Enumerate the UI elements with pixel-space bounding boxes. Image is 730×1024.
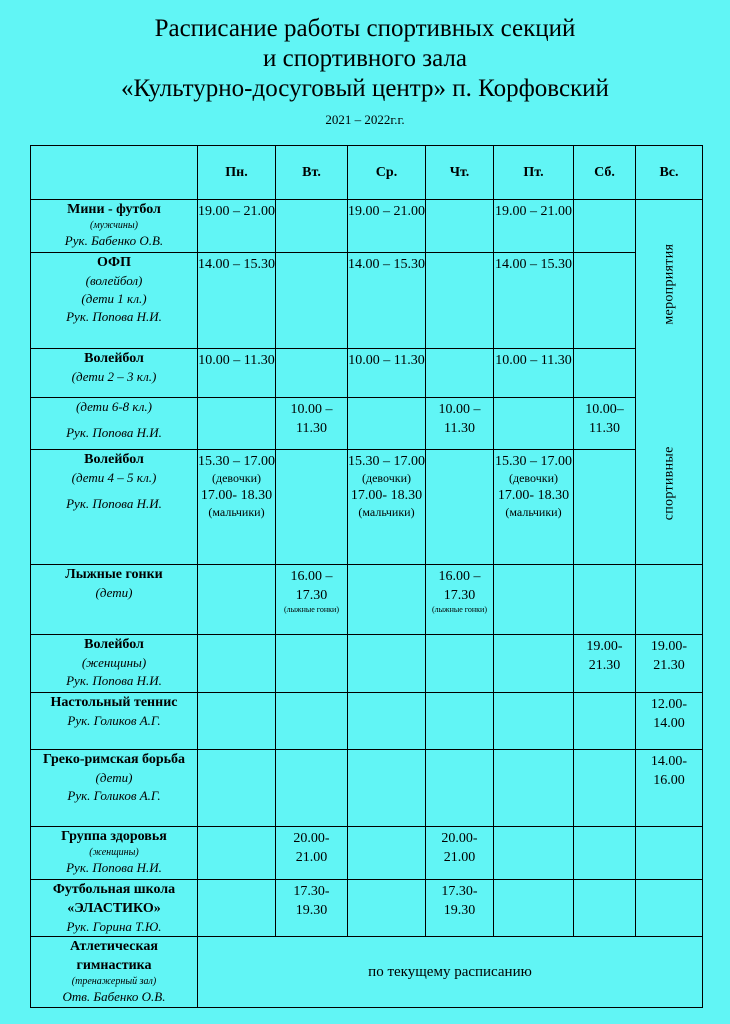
section-leader: Рук. Голиков А.Г. (67, 788, 161, 803)
empty-cell (574, 349, 636, 398)
section-wrestling (31, 750, 198, 827)
empty-cell (348, 827, 426, 880)
empty-cell (636, 565, 703, 635)
time-value: 17.00- 18.30 (200, 488, 273, 503)
time-cell (494, 349, 574, 398)
empty-cell (574, 450, 636, 565)
time-cell (426, 880, 494, 937)
empty-cell (348, 635, 426, 693)
time-value: 19.00 – 21.00 (198, 204, 275, 219)
time-cell (574, 635, 636, 693)
section-leader: Отв. Бабенко О.В. (62, 989, 166, 1004)
table-row (31, 635, 703, 693)
sunday-events-text: спортивные мероприятия (661, 243, 677, 521)
section-name: Волейбол (84, 452, 144, 467)
time-cell (276, 565, 348, 635)
time-value: 19.00 – 21.00 (348, 204, 425, 219)
time-cell (636, 693, 703, 750)
time-value: 10.00 – 11.30 (438, 402, 481, 436)
empty-cell (494, 635, 574, 693)
section-group: (женщины) (89, 847, 139, 858)
empty-cell (494, 880, 574, 937)
day-mon: Пн. (198, 146, 276, 200)
section-leader: Рук. Попова Н.И. (66, 673, 162, 688)
section-group: (мужчины) (90, 220, 138, 231)
empty-cell (348, 398, 426, 450)
empty-cell (348, 565, 426, 635)
section-volleyball-6-8 (31, 398, 198, 450)
empty-cell (426, 450, 494, 565)
time-value: 20.00- 21.00 (293, 831, 330, 865)
empty-cell (276, 693, 348, 750)
time-value: 19.00- 21.30 (650, 639, 688, 673)
time-cell (574, 398, 636, 450)
empty-cell (574, 693, 636, 750)
section-leader: Рук. Бабенко О.В. (64, 233, 164, 248)
empty-cell (198, 827, 276, 880)
empty-cell (574, 565, 636, 635)
empty-cell (426, 253, 494, 349)
time-cell (494, 200, 574, 253)
time-group: (мальчики) (358, 505, 415, 519)
empty-cell (348, 880, 426, 937)
empty-cell (198, 750, 276, 827)
table-row (31, 565, 703, 635)
section-leader: Рук. Попова Н.И. (66, 309, 162, 324)
empty-cell (426, 750, 494, 827)
time-value: 10.00– 11.30 (585, 402, 624, 436)
time-value: 15.30 – 17.00 (348, 454, 425, 469)
empty-cell (276, 450, 348, 565)
time-value: 15.30 – 17.00 (495, 454, 572, 469)
section-skiing (31, 565, 198, 635)
time-group: (девочки) (212, 471, 261, 485)
empty-cell (426, 200, 494, 253)
empty-cell (276, 750, 348, 827)
section-group: (дети) (95, 585, 133, 600)
section-leader: Рук. Голиков А.Г. (67, 713, 161, 728)
time-cell (198, 200, 276, 253)
empty-cell (574, 253, 636, 349)
day-sun: Вс. (636, 146, 703, 200)
empty-cell (198, 398, 276, 450)
time-group: (девочки) (362, 471, 411, 485)
time-value: 10.00 – 11.30 (495, 353, 572, 368)
header-row (31, 146, 703, 200)
time-value: 16.00 – 17.30 (290, 569, 333, 603)
time-value: 14.00- 16.00 (650, 754, 688, 788)
time-value: 17.30- 19.30 (441, 884, 478, 918)
empty-cell (348, 693, 426, 750)
empty-cell (276, 635, 348, 693)
title-line-3: «Культурно-досуговый центр» п. Корфовский (121, 75, 609, 102)
section-name: Лыжные гонки (65, 567, 163, 582)
empty-cell (574, 750, 636, 827)
time-value: 17.00- 18.30 (497, 488, 570, 503)
day-sat: Сб. (574, 146, 636, 200)
table-row (31, 827, 703, 880)
time-group: (мальчики) (505, 505, 562, 519)
section-leader: Рук. Попова Н.И. (66, 496, 162, 511)
section-group: (дети 1 кл.) (81, 291, 147, 306)
time-value: 14.00 – 15.30 (495, 257, 572, 272)
day-thu: Чт. (426, 146, 494, 200)
empty-cell (276, 349, 348, 398)
schedule-table (30, 145, 703, 1008)
time-cell (276, 398, 348, 450)
time-value: 20.00- 21.00 (441, 831, 478, 865)
table-row (31, 349, 703, 398)
section-group: (дети 6-8 кл.) (76, 399, 152, 414)
time-value: 19.00- 21.30 (586, 639, 623, 673)
empty-cell (636, 827, 703, 880)
time-cell (348, 200, 426, 253)
table-row (31, 880, 703, 937)
time-cell (494, 450, 574, 565)
section-name: Футбольная школа «ЭЛАСТИКО» (52, 882, 176, 916)
time-value: 16.00 – 17.30 (438, 569, 481, 603)
section-name: Мини - футбол (67, 202, 161, 217)
time-value: 10.00 – 11.30 (198, 353, 275, 368)
title-line-1: Расписание работы спортивных секций (154, 15, 576, 42)
time-value: 10.00 – 11.30 (290, 402, 333, 436)
section-name: ОФП (97, 255, 131, 270)
section-health-group (31, 827, 198, 880)
empty-cell (276, 253, 348, 349)
table-row (31, 200, 703, 253)
empty-cell (494, 398, 574, 450)
section-volleyball-2-3 (31, 349, 198, 398)
time-value: 12.00- 14.00 (650, 697, 688, 731)
time-value: 15.30 – 17.00 (198, 454, 275, 469)
empty-cell (426, 693, 494, 750)
empty-cell (574, 200, 636, 253)
time-value: 19.00 – 21.00 (495, 204, 572, 219)
empty-cell (348, 750, 426, 827)
section-mini-football (31, 200, 198, 253)
time-cell (348, 450, 426, 565)
section-athletic-gymnastics (31, 937, 198, 1008)
time-value: 17.00- 18.30 (350, 488, 423, 503)
section-name: Волейбол (84, 351, 144, 366)
time-cell (426, 827, 494, 880)
time-cell (348, 253, 426, 349)
section-leader: Рук. Попова Н.И. (66, 425, 162, 440)
time-cell (426, 565, 494, 635)
table-row (31, 750, 703, 827)
empty-cell (574, 827, 636, 880)
section-group: (дети) (95, 770, 133, 785)
page-title (0, 14, 730, 104)
time-value: 14.00 – 15.30 (198, 257, 275, 272)
time-cell (636, 750, 703, 827)
empty-cell (198, 880, 276, 937)
empty-cell (494, 827, 574, 880)
empty-cell (198, 635, 276, 693)
current-schedule-cell: по текущему расписанию (198, 937, 703, 1008)
time-cell (636, 635, 703, 693)
empty-cell (574, 880, 636, 937)
empty-cell (426, 635, 494, 693)
section-volleyball-4-5 (31, 450, 198, 565)
day-wed: Ср. (348, 146, 426, 200)
time-note: (лыжные гонки) (432, 605, 487, 614)
section-group: (дети 2 – 3 кл.) (71, 369, 157, 384)
empty-cell (494, 565, 574, 635)
section-group: (дети 4 – 5 кл.) (71, 470, 157, 485)
section-volleyball-women (31, 635, 198, 693)
time-value: 14.00 – 15.30 (348, 257, 425, 272)
time-group: (мальчики) (208, 505, 265, 519)
section-group: (тренажерный зал) (71, 976, 157, 987)
time-cell (276, 880, 348, 937)
time-note: (лыжные гонки) (284, 605, 339, 614)
time-cell (276, 827, 348, 880)
section-group: (женщины) (81, 655, 147, 670)
table-row (31, 693, 703, 750)
section-name: Греко-римская борьба (42, 752, 186, 767)
section-name: Настольный теннис (50, 695, 178, 710)
section-name: Атлетическая гимнастика (70, 939, 158, 973)
time-cell (198, 349, 276, 398)
section-name: Группа здоровья (61, 829, 167, 844)
section-table-tennis (31, 693, 198, 750)
section-leader: Рук. Горина Т.Ю. (66, 919, 162, 934)
time-group: (девочки) (509, 471, 558, 485)
table-row (31, 253, 703, 349)
section-name: Волейбол (84, 637, 144, 652)
empty-cell (494, 750, 574, 827)
section-ofp (31, 253, 198, 349)
empty-cell (198, 693, 276, 750)
day-tue: Вт. (276, 146, 348, 200)
title-line-2: и спортивного зала (263, 45, 467, 72)
time-cell (494, 253, 574, 349)
empty-cell (276, 200, 348, 253)
time-value: 10.00 – 11.30 (348, 353, 425, 368)
section-football-school (31, 880, 198, 937)
time-cell (426, 398, 494, 450)
table-row (31, 450, 703, 565)
sunday-events-cell (636, 200, 703, 565)
empty-cell (198, 565, 276, 635)
time-cell (348, 349, 426, 398)
header-empty-cell (31, 146, 198, 200)
academic-years: 2021 – 2022г.г. (325, 112, 405, 127)
table-row (31, 937, 703, 1008)
time-cell (198, 253, 276, 349)
empty-cell (426, 349, 494, 398)
empty-cell (636, 880, 703, 937)
time-value: 17.30- 19.30 (293, 884, 330, 918)
table-row (31, 398, 703, 450)
time-cell (198, 450, 276, 565)
section-group: (волейбол) (85, 273, 143, 288)
section-leader: Рук. Попова Н.И. (66, 860, 162, 875)
empty-cell (494, 693, 574, 750)
day-fri: Пт. (494, 146, 574, 200)
